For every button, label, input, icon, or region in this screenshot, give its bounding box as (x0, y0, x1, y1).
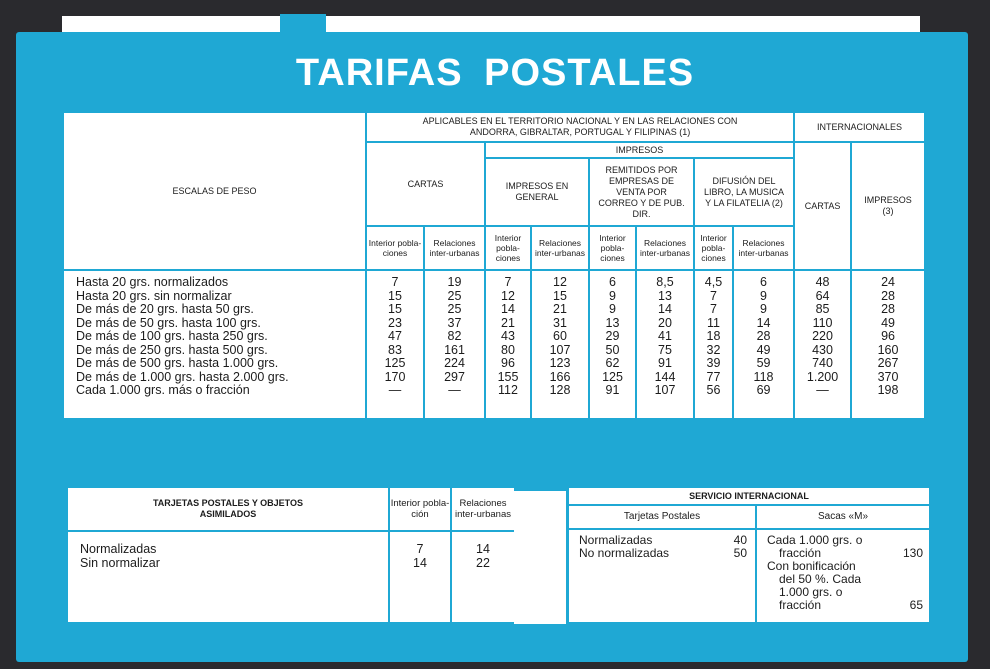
postcards-header: TARJETAS POSTALES Y OBJETOS ASIMILADOS (67, 487, 389, 531)
weight-scale-label: De más de 50 grs. hasta 100 grs. (76, 315, 261, 330)
rate-value: 15 (553, 288, 567, 303)
rate-value: 18 (706, 329, 721, 343)
rate-value: 64 (815, 288, 830, 303)
intl-postcard-value: 40 (733, 533, 747, 547)
rate-value: 56 (706, 383, 721, 397)
rates-body (63, 270, 925, 419)
rate-value: 125 (384, 356, 406, 370)
postcard-relaciones-value: 22 (476, 556, 490, 570)
rate-value: 267 (877, 356, 899, 370)
rate-value: 28 (756, 329, 771, 343)
impresos-header: IMPRESOS (485, 142, 794, 158)
rate-value: — (388, 383, 402, 397)
sacas-line: 1.000 grs. o (779, 585, 843, 599)
rate-value: 28 (881, 288, 895, 303)
rate-value: 31 (553, 315, 567, 330)
rate-value: 430 (812, 342, 833, 357)
rate-value: 370 (877, 369, 899, 384)
rate-value: 75 (658, 342, 672, 357)
rate-column (794, 270, 851, 419)
scale-header: ESCALAS DE PESO (63, 112, 366, 270)
rate-value: 24 (881, 275, 895, 289)
intl-postcards-header: Tarjetas Postales (568, 505, 756, 529)
rate-value: 118 (753, 369, 774, 384)
postcards-col-interior: Interior pobla-ción (389, 487, 451, 531)
intl-impresos-label: IMPRESOS (864, 195, 912, 205)
intl-service-header: SERVICIO INTERNACIONAL (568, 487, 930, 505)
rate-value: 96 (501, 356, 515, 370)
sacas-line-value: 130 (902, 546, 923, 560)
rate-value: 110 (812, 315, 833, 330)
intl-impresos-note: (3) (882, 206, 894, 216)
rate-value: 14 (658, 302, 672, 316)
weight-scale-label: Cada 1.000 grs. más o fracción (76, 383, 250, 397)
postcards-interior-values (389, 531, 451, 623)
intl-cartas-header: CARTAS (794, 142, 851, 270)
rate-value: 740 (812, 356, 833, 370)
rate-value: 23 (388, 315, 402, 330)
rate-value: 47 (388, 329, 402, 343)
postcard-row-label: Normalizadas (80, 542, 157, 556)
rate-value: 96 (881, 329, 895, 343)
rate-value: 14 (501, 302, 515, 316)
rate-value: 123 (549, 356, 571, 370)
rate-value: 13 (658, 288, 672, 303)
rate-value: 220 (812, 329, 833, 343)
rate-value: 15 (388, 302, 402, 316)
page-title: TARIFAS POSTALES (295, 52, 695, 94)
intl-impresos-header (851, 142, 925, 270)
rate-value: 21 (553, 302, 567, 316)
sub-interior: Interior pobla-ciones (694, 226, 733, 270)
rate-column (424, 270, 485, 419)
intl-postcard-label: No normalizadas (579, 545, 670, 560)
rate-value: 49 (881, 315, 895, 330)
intl-postcard-row (569, 534, 755, 547)
intl-service-table (567, 486, 929, 624)
rate-value: 107 (549, 342, 571, 357)
rate-value: 60 (553, 329, 567, 343)
rate-value: 155 (497, 369, 519, 384)
sub-interior: Interior pobla-ciones (366, 226, 424, 270)
rate-value: 6 (609, 275, 616, 289)
rate-column (366, 270, 424, 419)
rate-column (531, 270, 589, 419)
rate-column (694, 270, 733, 419)
rate-value: 7 (710, 302, 717, 316)
rate-value: 161 (444, 342, 465, 357)
rate-value: 21 (501, 315, 515, 330)
rate-value: 7 (391, 275, 399, 289)
rate-value: — (448, 383, 461, 397)
postcard-row-label: Sin normalizar (80, 556, 160, 570)
rate-value: 128 (549, 383, 571, 397)
rate-value: 13 (605, 315, 620, 330)
rate-value: 29 (605, 329, 620, 343)
sub-relaciones: Relaciones inter-urbanas (636, 226, 694, 270)
rate-value: 50 (605, 342, 620, 357)
intl-postcard-row (569, 547, 755, 560)
postcard-relaciones-value: 14 (476, 542, 490, 556)
rate-value: 28 (881, 302, 895, 316)
rate-value: 32 (706, 342, 721, 357)
blank-panel (514, 491, 566, 624)
rate-value: 170 (384, 369, 406, 384)
rate-value: 166 (549, 369, 571, 384)
rate-value: 91 (658, 356, 672, 370)
rate-value: 15 (388, 288, 402, 303)
weight-scale-label: Hasta 20 grs. normalizados (76, 275, 229, 289)
rate-value: 9 (609, 288, 616, 303)
sacas-line-label: fracción (779, 598, 822, 612)
rate-value: 7 (504, 275, 512, 289)
rate-value: 82 (447, 329, 462, 343)
rate-value: 83 (388, 342, 402, 357)
rate-value: 198 (877, 383, 899, 397)
weight-scale-label: De más de 20 grs. hasta 50 grs. (76, 302, 254, 316)
sacas-line: Cada 1.000 grs. o (767, 533, 863, 547)
rate-value: 12 (553, 275, 567, 289)
postcards-labels (67, 531, 389, 623)
sacas-line-label: fracción (779, 546, 822, 560)
intl-postcard-value: 50 (733, 545, 747, 560)
rate-value: 144 (654, 369, 676, 384)
rate-value: 9 (760, 302, 767, 316)
rate-value: 19 (447, 275, 462, 289)
sub-interior: Interior pobla-ciones (485, 226, 531, 270)
international-header: INTERNACIONALES (794, 112, 925, 142)
rate-value: 80 (501, 342, 515, 357)
rate-column (851, 270, 925, 419)
intl-sacas-values (756, 529, 930, 623)
rate-value: 160 (877, 342, 899, 357)
remitidos-header: REMITIDOS POR EMPRESAS DE VENTA POR CORREO Y DE PUB. DIR. (589, 158, 694, 226)
rate-column (733, 270, 794, 419)
intl-postcards-values (568, 529, 756, 623)
postcards-relaciones-values (451, 531, 515, 623)
rate-value: 43 (501, 329, 515, 343)
difusion-header: DIFUSIÓN DEL LIBRO, LA MUSICA Y LA FILATELIA (2) (694, 158, 794, 226)
sub-relaciones: Relaciones inter-urbanas (733, 226, 794, 270)
postcard-interior-value: 7 (416, 542, 424, 556)
weight-scale-label: Hasta 20 grs. sin normalizar (76, 288, 232, 303)
rate-value: 1.200 (806, 369, 839, 384)
rate-column (589, 270, 636, 419)
sacas-line: del 50 %. Cada (779, 572, 862, 586)
weight-scale-label: De más de 500 grs. hasta 1.000 grs. (76, 356, 279, 370)
weight-scale-label: De más de 250 grs. hasta 500 grs. (76, 342, 268, 357)
cartas-header: CARTAS (366, 142, 485, 226)
rate-value: 107 (654, 383, 676, 397)
rate-value: 25 (447, 288, 462, 303)
sub-interior: Interior pobla-ciones (589, 226, 636, 270)
rate-value: 69 (756, 383, 771, 397)
rate-value: 48 (815, 275, 830, 289)
rate-value: 59 (756, 356, 771, 370)
rate-value: 85 (815, 302, 830, 316)
sub-relaciones: Relaciones inter-urbanas (424, 226, 485, 270)
postcard-interior-value: 14 (413, 556, 427, 570)
rate-value: 41 (658, 329, 672, 343)
impresos-general-header: IMPRESOS EN GENERAL (485, 158, 589, 226)
rate-value: 39 (706, 356, 721, 370)
rate-value: 9 (760, 288, 767, 303)
rate-value: 8,5 (656, 275, 674, 289)
rate-value: 4,5 (704, 275, 723, 289)
main-rates-table (62, 111, 924, 420)
rate-value: 49 (756, 342, 771, 357)
rate-value: 112 (498, 383, 518, 397)
rate-value: 77 (706, 369, 721, 384)
weight-scale-label: De más de 100 grs. hasta 250 grs. (76, 329, 268, 343)
rate-value: 20 (658, 315, 672, 330)
rate-column (636, 270, 694, 419)
rate-value: 12 (501, 288, 515, 303)
rate-value: 9 (609, 302, 616, 316)
rate-value: 297 (444, 369, 465, 384)
rate-value: 6 (760, 275, 767, 289)
rate-value: 125 (602, 369, 623, 384)
rate-value: 25 (447, 302, 462, 316)
rate-value: 11 (707, 315, 720, 330)
rate-value: 224 (444, 356, 465, 370)
sub-relaciones: Relaciones inter-urbanas (531, 226, 589, 270)
sacas-line (757, 599, 929, 612)
national-header: APLICABLES EN EL TERRITORIO NACIONAL Y EN LAS RELACIONES CON ANDORRA, GIBRALTAR, PORTUGAL Y FILIPINAS (1) (366, 112, 794, 142)
rate-value: — (816, 383, 829, 397)
rate-value: 7 (710, 288, 717, 303)
weight-scale-label: De más de 1.000 grs. hasta 2.000 grs. (76, 369, 289, 384)
rate-value: 62 (605, 356, 620, 370)
weight-scale-column (63, 270, 366, 419)
intl-sacas-header: Sacas «M» (756, 505, 930, 529)
sacas-line: Con bonificación (767, 559, 856, 573)
postcards-table (66, 486, 514, 624)
rate-value: 37 (447, 315, 462, 330)
intl-postcard-label: Normalizadas (579, 533, 653, 547)
sacas-line-value: 65 (909, 598, 923, 612)
rate-value: 91 (605, 383, 620, 397)
postcards-col-relaciones: Relaciones inter-urbanas (451, 487, 515, 531)
rate-value: 14 (756, 315, 771, 330)
rate-column (485, 270, 531, 419)
